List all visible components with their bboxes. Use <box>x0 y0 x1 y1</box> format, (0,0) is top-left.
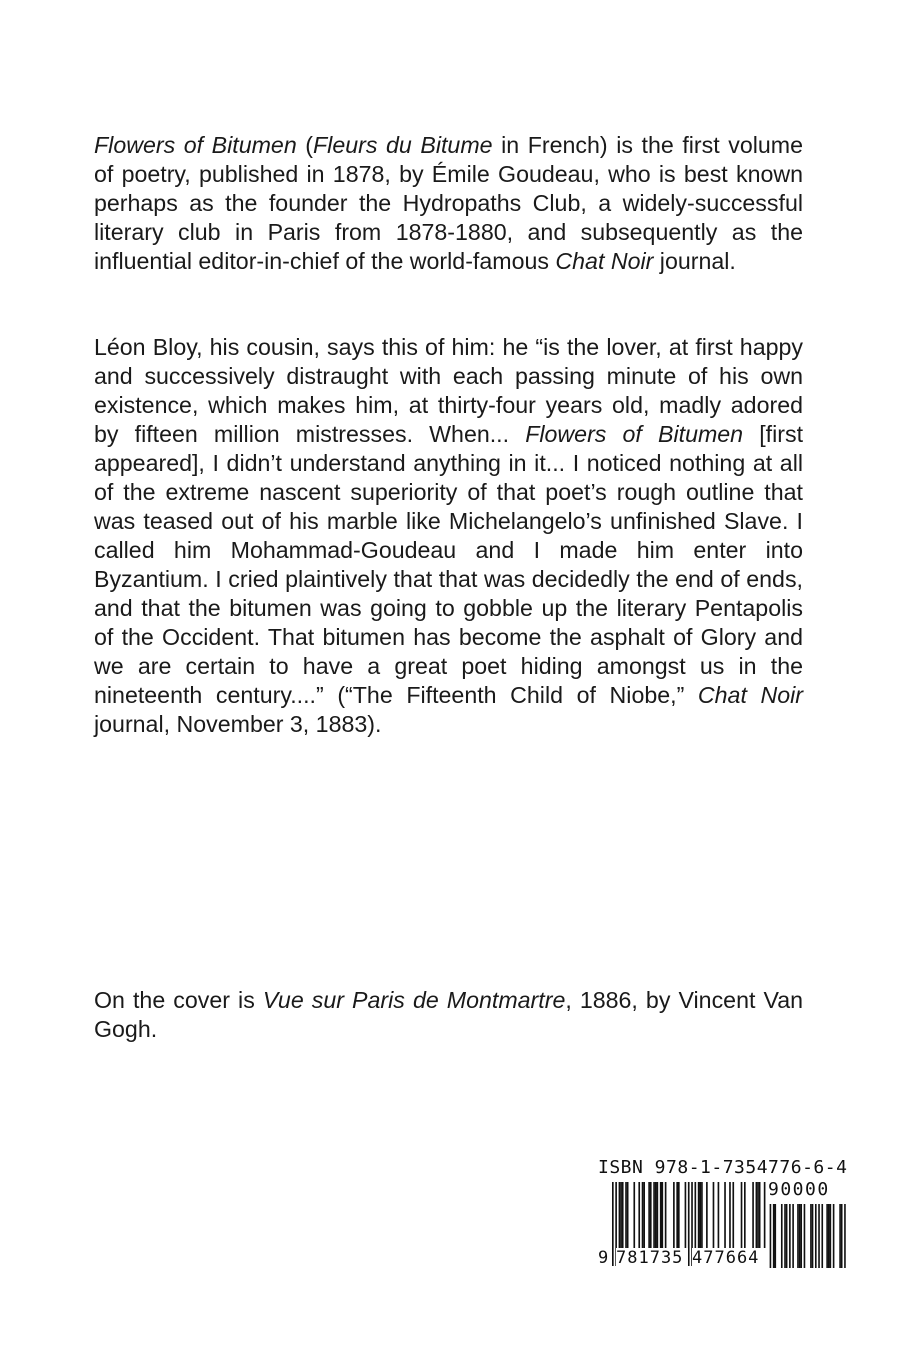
barcode-bar <box>648 1182 650 1256</box>
barcode-bar <box>662 1182 664 1256</box>
text-run: [first appeared], I didn’t understand anything in it... I noticed nothing at all of the extreme nascent superiority of that poet’s rough outline that was teased out of his marble like Michelangelo’s unfinished Slave. I called him Mohammad-Goudeau and I made him enter into Byzantium. I cried plaintively that that was decidedly the end of ends, and that the bitumen was going to gobble up the literary Pentapolis of the Occident. That bitumen has become the asphalt of Glory and we are certain to have a great poet hiding amongst us in the nineteenth century....” (“The Fifteenth Child of Niobe,” <box>94 421 804 708</box>
barcode-bar <box>792 1204 794 1268</box>
barcode-bar <box>657 1182 659 1256</box>
description-paragraph <box>94 131 803 276</box>
barcode-bar <box>812 1204 814 1268</box>
text-run: On the cover is <box>94 987 263 1013</box>
journal-title: Chat Noir <box>697 682 804 708</box>
barcode-bar <box>698 1182 700 1256</box>
barcode-bar <box>773 1204 775 1268</box>
barcode-bar <box>810 1204 812 1268</box>
barcode-bar <box>774 1204 776 1268</box>
barcode-bar <box>830 1204 832 1268</box>
barcode-bar <box>665 1182 667 1256</box>
barcode-bar <box>804 1204 806 1268</box>
barcode-bar <box>625 1182 627 1256</box>
barcode-bar <box>678 1182 680 1256</box>
barcode-bar <box>815 1204 817 1268</box>
text-run: , 1886, by Vincent Van Gogh. <box>94 987 804 1042</box>
barcode-bar <box>741 1182 743 1256</box>
barcode-bar <box>642 1182 644 1256</box>
text-run: journal, November 3, 1883). <box>94 711 382 737</box>
barcode-bar <box>729 1182 731 1256</box>
barcode-bar <box>797 1204 799 1268</box>
french-title: Fleurs du Bitume <box>313 132 493 158</box>
barcode-bar <box>713 1182 715 1256</box>
barcode-bar <box>784 1204 786 1268</box>
barcode-bar <box>839 1204 841 1268</box>
barcode-bar <box>688 1182 690 1266</box>
cover-credit-paragraph <box>94 986 803 1044</box>
barcode-bar <box>770 1204 772 1268</box>
addon-bars <box>768 1204 854 1268</box>
barcode-bar <box>781 1204 783 1268</box>
barcode-bar <box>757 1182 759 1256</box>
barcode-bar <box>826 1204 828 1268</box>
barcode-bar <box>701 1182 703 1256</box>
barcode-bar <box>759 1182 761 1256</box>
barcode-bar <box>650 1182 652 1256</box>
barcode-bar <box>655 1182 657 1256</box>
isbn-label: ISBN 978-1-7354776-6-4 <box>598 1157 848 1178</box>
addon-digits: 90000 <box>768 1179 830 1200</box>
barcode-bar <box>660 1182 662 1256</box>
ean-right-group: 477664 <box>692 1248 766 1268</box>
barcode-bar <box>799 1204 801 1268</box>
text-run: ( <box>296 132 314 158</box>
barcode-bar <box>732 1182 734 1256</box>
painting-title: Vue sur Paris de Montmartre <box>262 987 566 1013</box>
barcode-bar <box>619 1182 621 1256</box>
barcode-bar <box>699 1182 701 1256</box>
text-run: journal. <box>653 248 736 274</box>
barcode-bar <box>676 1182 678 1256</box>
book-title: Flowers of Bitumen <box>94 132 297 158</box>
barcode-bar <box>695 1182 697 1256</box>
barcode-bar <box>622 1182 624 1256</box>
barcode-bar <box>821 1204 823 1268</box>
barcode-bar <box>633 1182 635 1256</box>
quote-paragraph <box>94 333 803 739</box>
barcode-bar <box>673 1182 675 1256</box>
text-run: in French) is the first volume of poetry, published in 1878, by Émile Goudeau, who is best known perhaps as the founder the Hydropaths Club, a widely-successful literary club in Paris from 1878-1880, and subsequently as the influential editor-in-chief of the world-famous <box>94 132 803 274</box>
barcode-bar <box>756 1182 758 1256</box>
barcode-bar <box>844 1204 846 1268</box>
barcode-bar <box>612 1182 614 1266</box>
barcode-bar <box>706 1182 708 1256</box>
barcode-bar <box>786 1204 788 1268</box>
journal-title: Chat Noir <box>555 248 654 274</box>
barcode-bar <box>620 1182 622 1256</box>
barcode-bar <box>828 1204 830 1268</box>
barcode-bar <box>724 1182 726 1256</box>
ean-left-group: 781735 <box>616 1248 688 1268</box>
barcode-bar <box>789 1204 791 1268</box>
barcode-bar <box>752 1182 754 1256</box>
barcode-bar <box>638 1182 640 1256</box>
barcode-bar <box>685 1182 687 1256</box>
barcode-bar <box>627 1182 629 1256</box>
isbn-barcode <box>598 1158 856 1268</box>
barcode-bar <box>653 1182 655 1256</box>
barcode-bar <box>818 1204 820 1268</box>
barcode-bar <box>833 1204 835 1268</box>
barcode-bar <box>841 1204 843 1268</box>
barcode-bar <box>643 1182 645 1256</box>
barcode-bar <box>800 1204 802 1268</box>
barcode-bar <box>744 1182 746 1256</box>
ean-first-digit: 9 <box>598 1248 609 1268</box>
text-run: Léon Bloy, his cousin, says this of him: he “is the lover, at first happy and successively distraught with each passing minute of his own existence, which makes him, at thirty-four years old, madly adored by fifteen million mistresses. When... <box>94 334 803 447</box>
barcode-bar <box>718 1182 720 1256</box>
book-title: Flowers of Bitumen <box>525 421 744 447</box>
